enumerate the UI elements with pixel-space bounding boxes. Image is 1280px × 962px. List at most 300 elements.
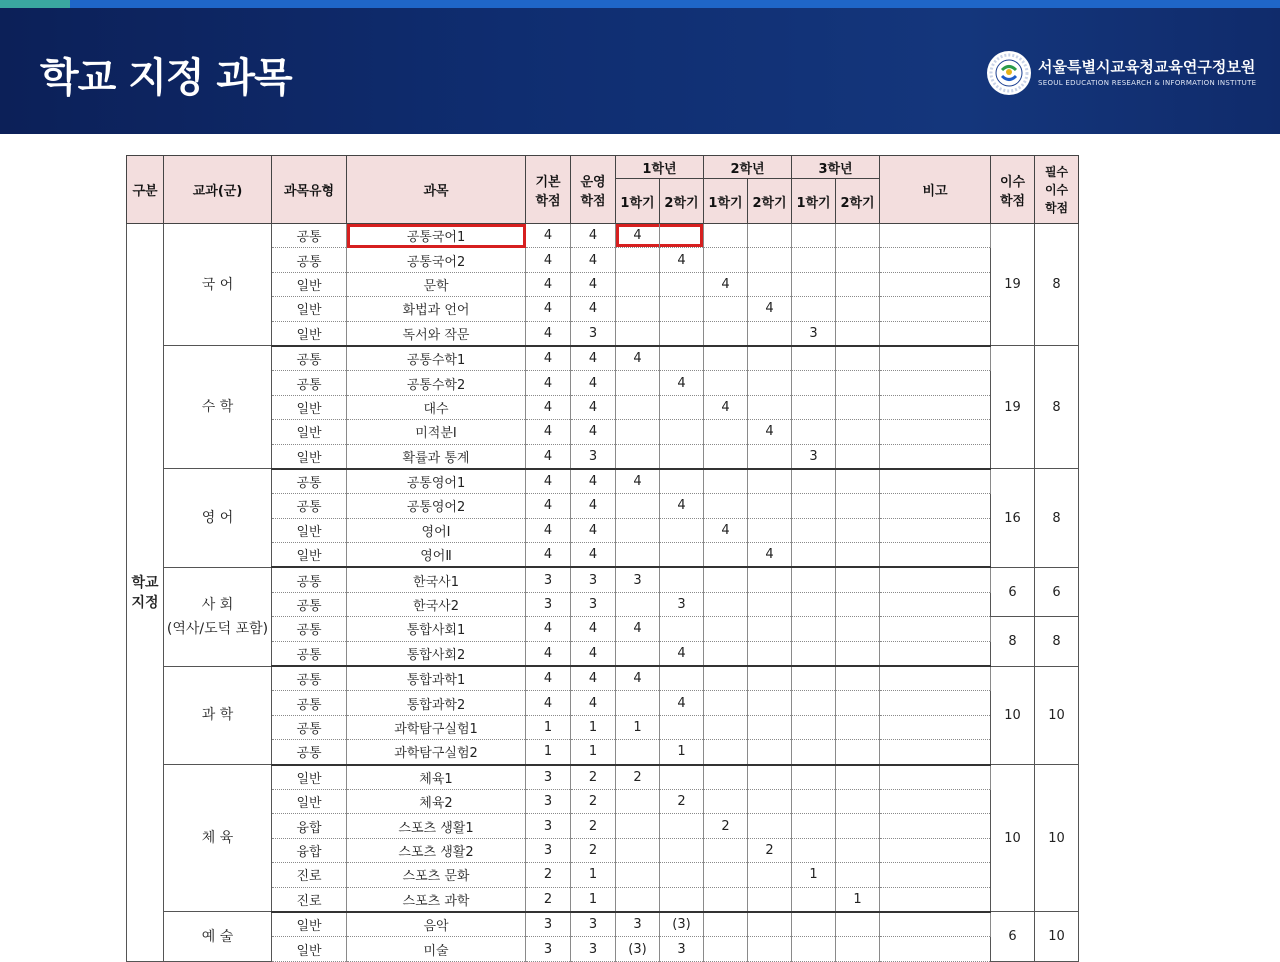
subject-type-cell: 일반: [272, 272, 347, 296]
table-row: [127, 666, 1079, 691]
semester-cell: [704, 494, 748, 518]
oper-credit-cell: 4: [571, 494, 616, 518]
semester-cell: 1: [792, 863, 836, 887]
semester-cell: [616, 395, 660, 419]
semester-cell: 4: [616, 224, 660, 248]
semester-cell: [748, 765, 792, 790]
pilsu-credit-cell: 8: [1035, 224, 1079, 346]
header-note: 비고: [880, 156, 991, 224]
subject-name-cell: 미술: [347, 937, 526, 961]
basic-credit-cell: 3: [526, 789, 571, 813]
semester-cell: [836, 863, 880, 887]
semester-cell: [748, 740, 792, 765]
semester-cell: [660, 863, 704, 887]
oper-credit-cell: 4: [571, 224, 616, 248]
oper-credit-cell: 1: [571, 740, 616, 765]
institute-logo-icon: [986, 50, 1032, 96]
semester-cell: [748, 641, 792, 666]
subject-type-cell: 일반: [272, 420, 347, 444]
subject-type-cell: 일반: [272, 395, 347, 419]
semester-cell: [792, 494, 836, 518]
note-cell: [880, 543, 991, 568]
oper-credit-cell: 4: [571, 666, 616, 691]
subject-type-cell: 일반: [272, 543, 347, 568]
basic-credit-cell: 4: [526, 321, 571, 346]
note-cell: [880, 937, 991, 961]
subject-name-cell: 스포츠 과학: [347, 887, 526, 912]
top-accent-segment: [0, 0, 70, 8]
subject-group-cell: 영 어: [164, 469, 272, 568]
note-cell: [880, 863, 991, 887]
table-body: [127, 224, 1079, 962]
semester-cell: [748, 272, 792, 296]
semester-cell: [792, 371, 836, 395]
subject-type-cell: 융합: [272, 838, 347, 862]
semester-cell: 4: [616, 469, 660, 494]
note-cell: [880, 518, 991, 542]
semester-cell: [748, 224, 792, 248]
note-cell: [880, 567, 991, 592]
semester-cell: [748, 346, 792, 371]
semester-cell: [748, 887, 792, 912]
subject-type-cell: 일반: [272, 765, 347, 790]
note-cell: [880, 814, 991, 838]
semester-cell: [836, 912, 880, 937]
header-gubun: 구분: [127, 156, 164, 224]
semester-cell: [836, 371, 880, 395]
semester-cell: [660, 518, 704, 542]
semester-cell: [616, 444, 660, 469]
semester-cell: 3: [660, 592, 704, 616]
semester-cell: 4: [704, 518, 748, 542]
semester-cell: [704, 346, 748, 371]
semester-cell: 2: [660, 789, 704, 813]
semester-cell: [792, 765, 836, 790]
semester-cell: [616, 887, 660, 912]
semester-cell: [704, 567, 748, 592]
oper-credit-cell: 3: [571, 592, 616, 616]
subject-name-cell: 문학: [347, 272, 526, 296]
semester-cell: [704, 887, 748, 912]
subject-type-cell: 진로: [272, 887, 347, 912]
semester-cell: [660, 420, 704, 444]
basic-credit-cell: 4: [526, 346, 571, 371]
semester-cell: [748, 444, 792, 469]
subject-name-cell: 통합과학1: [347, 666, 526, 691]
semester-cell: [792, 224, 836, 248]
semester-cell: 2: [704, 814, 748, 838]
semester-cell: [704, 715, 748, 739]
semester-cell: [748, 494, 792, 518]
semester-cell: [748, 863, 792, 887]
basic-credit-cell: 4: [526, 248, 571, 272]
isu-credit-cell: 19: [991, 224, 1035, 346]
semester-cell: [704, 666, 748, 691]
semester-cell: [660, 666, 704, 691]
subject-type-cell: 일반: [272, 297, 347, 321]
oper-credit-cell: 2: [571, 789, 616, 813]
org-name-english: SEOUL EDUCATION RESEARCH & INFORMATION INSTITUTE: [1038, 79, 1257, 87]
semester-cell: [836, 224, 880, 248]
header-y2-sem1: 1학기: [704, 179, 748, 224]
semester-cell: 3: [616, 567, 660, 592]
header-y3-sem1: 1학기: [792, 179, 836, 224]
semester-cell: [748, 666, 792, 691]
semester-cell: [616, 321, 660, 346]
semester-cell: [616, 789, 660, 813]
semester-cell: [836, 346, 880, 371]
semester-cell: [660, 543, 704, 568]
subject-name-cell: 공통영어2: [347, 494, 526, 518]
semester-cell: [660, 272, 704, 296]
semester-cell: [748, 321, 792, 346]
semester-cell: [660, 814, 704, 838]
table-row: [127, 912, 1079, 937]
subject-type-cell: 일반: [272, 444, 347, 469]
semester-cell: [792, 789, 836, 813]
semester-cell: [616, 838, 660, 862]
semester-cell: (3): [616, 937, 660, 961]
subject-name-cell: 통합사회2: [347, 641, 526, 666]
oper-credit-cell: 1: [571, 715, 616, 739]
basic-credit-cell: 4: [526, 395, 571, 419]
basic-credit-cell: 4: [526, 420, 571, 444]
semester-cell: [704, 617, 748, 641]
semester-cell: 4: [660, 371, 704, 395]
semester-cell: [704, 469, 748, 494]
header-subject: 과목: [347, 156, 526, 224]
subject-name-cell: 체육1: [347, 765, 526, 790]
header-subject-type: 과목유형: [272, 156, 347, 224]
semester-cell: [792, 248, 836, 272]
note-cell: [880, 297, 991, 321]
semester-cell: 4: [748, 297, 792, 321]
subject-type-cell: 공통: [272, 641, 347, 666]
semester-cell: [836, 321, 880, 346]
note-cell: [880, 641, 991, 666]
subject-type-cell: 공통: [272, 248, 347, 272]
semester-cell: 4: [660, 641, 704, 666]
semester-cell: [660, 444, 704, 469]
basic-credit-cell: 4: [526, 272, 571, 296]
semester-cell: [704, 420, 748, 444]
subject-type-cell: 공통: [272, 371, 347, 395]
semester-cell: [616, 740, 660, 765]
subject-group-cell: 국 어: [164, 224, 272, 346]
oper-credit-cell: 4: [571, 469, 616, 494]
semester-cell: [660, 346, 704, 371]
semester-cell: [792, 740, 836, 765]
semester-cell: [660, 297, 704, 321]
gubun-cell: 학교 지정: [127, 224, 164, 962]
semester-cell: [704, 765, 748, 790]
note-cell: [880, 420, 991, 444]
semester-cell: 4: [748, 420, 792, 444]
semester-cell: [704, 592, 748, 616]
note-cell: [880, 592, 991, 616]
pilsu-credit-cell: 10: [1035, 765, 1079, 912]
oper-credit-cell: 1: [571, 887, 616, 912]
isu-credit-cell: 19: [991, 346, 1035, 469]
oper-credit-cell: 2: [571, 765, 616, 790]
semester-cell: [660, 395, 704, 419]
semester-cell: [616, 543, 660, 568]
table-row: [127, 765, 1079, 790]
oper-credit-cell: 4: [571, 543, 616, 568]
semester-cell: [704, 912, 748, 937]
semester-cell: [836, 937, 880, 961]
semester-cell: [792, 937, 836, 961]
semester-cell: [836, 789, 880, 813]
header-year2: 2학년: [704, 156, 792, 179]
header-y1-sem1: 1학기: [616, 179, 660, 224]
subject-type-cell: 공통: [272, 617, 347, 641]
semester-cell: 2: [748, 838, 792, 862]
subject-type-cell: 일반: [272, 937, 347, 961]
subject-type-cell: 공통: [272, 224, 347, 248]
subject-group-cell: 수 학: [164, 346, 272, 469]
semester-cell: [616, 641, 660, 666]
subject-name-cell: 공통수학2: [347, 371, 526, 395]
subject-name-cell: 대수: [347, 395, 526, 419]
semester-cell: [616, 420, 660, 444]
semester-cell: 4: [616, 666, 660, 691]
semester-cell: [792, 887, 836, 912]
semester-cell: [792, 395, 836, 419]
oper-credit-cell: 4: [571, 297, 616, 321]
semester-cell: [748, 715, 792, 739]
semester-cell: [792, 469, 836, 494]
semester-cell: [616, 494, 660, 518]
semester-cell: [836, 666, 880, 691]
basic-credit-cell: 4: [526, 371, 571, 395]
pilsu-credit-cell: 8: [1035, 346, 1079, 469]
pilsu-credit-cell: 6: [1035, 567, 1079, 616]
subject-name-cell: 한국사2: [347, 592, 526, 616]
subject-type-cell: 일반: [272, 518, 347, 542]
semester-cell: [704, 937, 748, 961]
school-designated-subjects-table: [126, 155, 1079, 962]
note-cell: [880, 371, 991, 395]
semester-cell: [836, 248, 880, 272]
semester-cell: [704, 691, 748, 715]
basic-credit-cell: 4: [526, 518, 571, 542]
pilsu-credit-cell: 8: [1035, 617, 1079, 666]
semester-cell: [836, 567, 880, 592]
subject-type-cell: 진로: [272, 863, 347, 887]
semester-cell: [836, 272, 880, 296]
note-cell: [880, 740, 991, 765]
note-cell: [880, 617, 991, 641]
semester-cell: [836, 494, 880, 518]
subject-name-cell: 독서와 작문: [347, 321, 526, 346]
semester-cell: [660, 838, 704, 862]
semester-cell: [836, 715, 880, 739]
subject-type-cell: 공통: [272, 469, 347, 494]
basic-credit-cell: 4: [526, 444, 571, 469]
basic-credit-cell: 2: [526, 863, 571, 887]
semester-cell: [792, 814, 836, 838]
oper-credit-cell: 4: [571, 395, 616, 419]
note-cell: [880, 789, 991, 813]
semester-cell: 4: [704, 395, 748, 419]
header-gyogwa: 교과(군): [164, 156, 272, 224]
semester-cell: [836, 617, 880, 641]
basic-credit-cell: 4: [526, 224, 571, 248]
subject-name-cell: 음악: [347, 912, 526, 937]
subject-name-cell: 확률과 통계: [347, 444, 526, 469]
note-cell: [880, 469, 991, 494]
subject-type-cell: 공통: [272, 592, 347, 616]
semester-cell: [836, 543, 880, 568]
semester-cell: 1: [660, 740, 704, 765]
semester-cell: [704, 224, 748, 248]
subject-type-cell: 일반: [272, 789, 347, 813]
oper-credit-cell: 3: [571, 912, 616, 937]
note-cell: [880, 444, 991, 469]
semester-cell: [748, 395, 792, 419]
subject-type-cell: 공통: [272, 715, 347, 739]
basic-credit-cell: 4: [526, 617, 571, 641]
note-cell: [880, 321, 991, 346]
basic-credit-cell: 4: [526, 297, 571, 321]
semester-cell: [748, 248, 792, 272]
semester-cell: [792, 346, 836, 371]
semester-cell: [704, 543, 748, 568]
semester-cell: [748, 567, 792, 592]
semester-cell: [836, 641, 880, 666]
header-pilsu-credit: 필수 이수 학점: [1035, 156, 1079, 224]
subject-type-cell: 공통: [272, 567, 347, 592]
top-accent-bar: [0, 0, 1280, 8]
semester-cell: [704, 789, 748, 813]
note-cell: [880, 691, 991, 715]
semester-cell: [704, 444, 748, 469]
oper-credit-cell: 2: [571, 838, 616, 862]
semester-cell: [704, 863, 748, 887]
oper-credit-cell: 4: [571, 371, 616, 395]
semester-cell: 4: [660, 248, 704, 272]
semester-cell: [616, 814, 660, 838]
oper-credit-cell: 2: [571, 814, 616, 838]
subject-name-cell: 한국사1: [347, 567, 526, 592]
page-title: 학교 지정 과목: [40, 55, 292, 101]
subject-name-cell: 미적분Ⅰ: [347, 420, 526, 444]
semester-cell: [704, 838, 748, 862]
semester-cell: [836, 420, 880, 444]
semester-cell: 4: [616, 617, 660, 641]
subject-name-cell: 공통국어2: [347, 248, 526, 272]
semester-cell: [792, 838, 836, 862]
semester-cell: [616, 691, 660, 715]
subject-name-cell: 공통국어1: [347, 224, 526, 248]
semester-cell: [836, 518, 880, 542]
subject-group-cell: 사 회 (역사/도덕 포함): [164, 567, 272, 666]
note-cell: [880, 715, 991, 739]
semester-cell: [660, 765, 704, 790]
oper-credit-cell: 3: [571, 567, 616, 592]
subject-group-cell: 과 학: [164, 666, 272, 765]
isu-credit-cell: 10: [991, 765, 1035, 912]
semester-cell: [660, 224, 704, 248]
basic-credit-cell: 3: [526, 814, 571, 838]
semester-cell: [792, 420, 836, 444]
isu-credit-cell: 10: [991, 666, 1035, 765]
oper-credit-cell: 3: [571, 937, 616, 961]
subject-type-cell: 융합: [272, 814, 347, 838]
semester-cell: [792, 272, 836, 296]
oper-credit-cell: 4: [571, 691, 616, 715]
semester-cell: [616, 297, 660, 321]
basic-credit-cell: 4: [526, 641, 571, 666]
semester-cell: [660, 715, 704, 739]
semester-cell: [616, 248, 660, 272]
semester-cell: [836, 740, 880, 765]
semester-cell: [792, 666, 836, 691]
semester-cell: 3: [792, 321, 836, 346]
note-cell: [880, 887, 991, 912]
semester-cell: [836, 297, 880, 321]
org-name-korean: 서울특별시교육청교육연구정보원: [1038, 58, 1256, 76]
header-y1-sem2: 2학기: [660, 179, 704, 224]
oper-credit-cell: 1: [571, 863, 616, 887]
basic-credit-cell: 4: [526, 494, 571, 518]
semester-cell: [836, 469, 880, 494]
semester-cell: [836, 765, 880, 790]
semester-cell: 4: [748, 543, 792, 568]
semester-cell: [748, 912, 792, 937]
semester-cell: [748, 592, 792, 616]
semester-cell: 3: [616, 912, 660, 937]
header-oper-credit: 운영 학점: [571, 156, 616, 224]
semester-cell: [660, 321, 704, 346]
oper-credit-cell: 4: [571, 617, 616, 641]
subject-group-cell: 체 육: [164, 765, 272, 912]
pilsu-credit-cell: 10: [1035, 912, 1079, 961]
subject-name-cell: 과학탐구실험2: [347, 740, 526, 765]
semester-cell: [748, 814, 792, 838]
semester-cell: [616, 518, 660, 542]
subject-type-cell: 일반: [272, 912, 347, 937]
subject-type-cell: 공통: [272, 494, 347, 518]
semester-cell: [616, 592, 660, 616]
note-cell: [880, 224, 991, 248]
note-cell: [880, 765, 991, 790]
basic-credit-cell: 1: [526, 715, 571, 739]
semester-cell: [748, 469, 792, 494]
semester-cell: [792, 617, 836, 641]
header-basic-credit: 기본 학점: [526, 156, 571, 224]
basic-credit-cell: 2: [526, 887, 571, 912]
basic-credit-cell: 4: [526, 691, 571, 715]
semester-cell: 4: [660, 691, 704, 715]
semester-cell: [792, 567, 836, 592]
subject-type-cell: 일반: [272, 321, 347, 346]
subject-name-cell: 공통영어1: [347, 469, 526, 494]
semester-cell: 1: [836, 887, 880, 912]
subject-name-cell: 화법과 언어: [347, 297, 526, 321]
semester-cell: 4: [660, 494, 704, 518]
semester-cell: [704, 641, 748, 666]
semester-cell: [660, 469, 704, 494]
isu-credit-cell: 8: [991, 617, 1035, 666]
semester-cell: [704, 371, 748, 395]
table-row: [127, 469, 1079, 494]
semester-cell: (3): [660, 912, 704, 937]
header-y3-sem2: 2학기: [836, 179, 880, 224]
basic-credit-cell: 3: [526, 592, 571, 616]
semester-cell: [792, 691, 836, 715]
